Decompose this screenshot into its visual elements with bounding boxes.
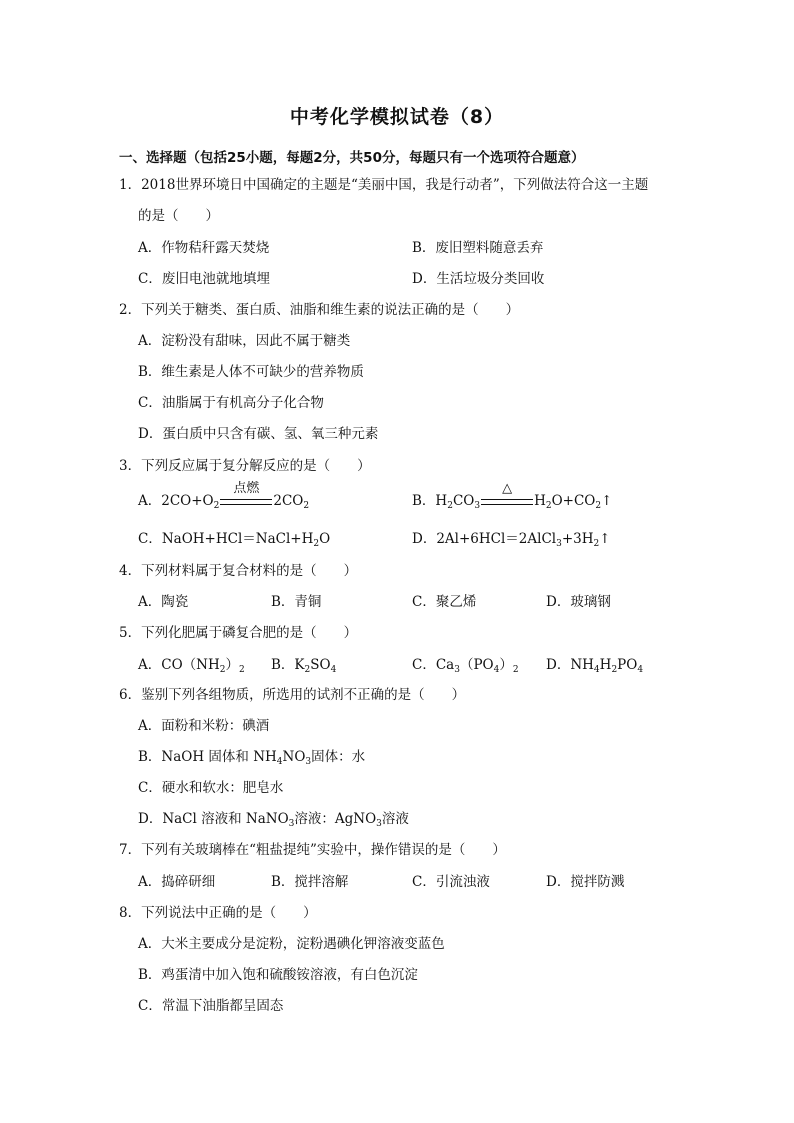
q3-d-mid: +3H — [561, 531, 594, 547]
q6-option-a: A．面粉和米粉：碘酒 — [138, 718, 270, 734]
q3-a-rhs: 2CO — [273, 493, 304, 509]
q1-option-c: C．废旧电池就地填埋 — [138, 271, 270, 287]
q5-d-text: D．NH — [546, 657, 594, 673]
q8-option-c: C．常温下油脂都呈固态 — [138, 998, 284, 1014]
q7-option-d: D．搅拌防溅 — [546, 874, 625, 890]
q2-option-a: A．淀粉没有甜味，因此不属于糖类 — [138, 333, 351, 349]
q3-d-text: D．2Al+6HCl＝2AlCl — [412, 531, 557, 547]
q8-stem: 8．下列说法中正确的是（ ） — [119, 905, 317, 921]
q5-d-mid2: PO — [617, 657, 638, 673]
q6-b-sub2: 3 — [305, 757, 312, 767]
q6-b-sub: 4 — [276, 757, 283, 767]
q3-a-double-line — [220, 499, 272, 505]
q5-b-sub2: 4 — [330, 665, 337, 675]
q5-a-close: ） — [225, 657, 239, 673]
q3-d-arrow: ↑ — [599, 531, 611, 547]
q1-option-b: B．废旧塑料随意丢弃 — [412, 240, 544, 256]
q3-a-condition — [219, 481, 273, 510]
q3-b-sub-a: 2 — [447, 501, 453, 511]
q4-option-a: A．陶瓷 — [138, 594, 189, 610]
q2-stem: 2．下列关于糖类、蛋白质、油脂和维生素的说法正确的是（ ） — [119, 302, 520, 318]
q3-b-arrow: ↑ — [601, 493, 613, 509]
q5-c-close: ） — [499, 657, 513, 673]
q3-option-b — [412, 481, 613, 511]
q5-d-sub3: 4 — [637, 665, 644, 675]
q1-option-a: A．作物秸秆露天焚烧 — [138, 240, 270, 256]
q6-stem: 6．鉴别下列各组物质，所选用的试剂不正确的是（ ） — [119, 687, 466, 703]
q3-option-a — [138, 481, 310, 511]
q5-d-sub2: 2 — [611, 665, 618, 675]
q3-stem: 3．下列反应属于复分解反应的是（ ） — [119, 458, 371, 474]
q6-d-pre: D．NaCl 溶液和 NaNO — [138, 811, 289, 827]
q5-a-sub: 2 — [219, 665, 226, 675]
q6-d-sub: 3 — [288, 819, 295, 829]
q6-b-mid: NO — [282, 749, 306, 765]
q4-option-d: D．玻璃钢 — [546, 594, 611, 610]
q7-option-a: A．捣碎研细 — [138, 874, 216, 890]
q3-b-rhs: O+CO — [551, 493, 596, 509]
q3-b-lhs: H — [435, 493, 448, 509]
q5-option-b — [271, 656, 336, 674]
q3-option-d — [412, 530, 611, 548]
q5-c-text: C．Ca — [412, 657, 455, 673]
q2-option-b: B．维生素是人体不可缺少的营养物质 — [138, 364, 364, 380]
q3-b-sub-b: 3 — [474, 501, 481, 511]
q5-c-sub2: 4 — [493, 665, 500, 675]
q7-option-b: B．搅拌溶解 — [271, 874, 349, 890]
q3-a-label: A． — [138, 493, 162, 509]
q6-d-sub2: 3 — [376, 819, 382, 829]
q3-b-condition-text: △ — [502, 481, 513, 496]
section-heading: 一、选择题（包括25小题，每题2分，共50分，每题只有一个选项符合题意） — [119, 150, 585, 166]
q3-b-double-line — [481, 499, 533, 505]
q8-option-b: B．鸡蛋清中加入饱和硫酸铵溶液，有白色沉淀 — [138, 967, 418, 983]
q5-d-mid: H — [599, 657, 612, 673]
q3-b-sub-c: 2 — [545, 501, 552, 511]
q3-b-co: CO — [452, 493, 475, 509]
q5-b-mid: SO — [310, 657, 331, 673]
q3-d-sub-b: 2 — [593, 539, 600, 549]
page-title: 中考化学模拟试卷（8） — [289, 106, 505, 128]
q1-stem: 1．2018世界环境日中国确定的主题是“美丽中国，我是行动者”，下列做法符合这一主题 — [119, 177, 649, 193]
q3-a-condition-text: 点燃 — [233, 481, 260, 496]
q5-a-sub2: 2 — [238, 665, 245, 675]
q6-option-b — [138, 748, 365, 766]
q8-option-a: A．大米主要成分是淀粉，淀粉遇碘化钾溶液变蓝色 — [138, 936, 445, 952]
q3-c-text: C．NaOH+HCl＝NaCl+H — [138, 531, 314, 547]
q6-b-pre: B．NaOH 固体和 NH — [138, 749, 277, 765]
q5-b-text: B．K — [271, 657, 305, 673]
q5-b-sub: 2 — [304, 665, 311, 675]
q6-option-c: C．硬水和软水：肥皂水 — [138, 780, 284, 796]
q7-option-c: C．引流浊液 — [412, 874, 490, 890]
q6-d-mid: 溶液：AgNO — [294, 811, 377, 827]
q5-c-sub3: 2 — [512, 665, 519, 675]
q6-option-d — [138, 810, 409, 828]
q6-b-post: 固体：水 — [311, 749, 366, 765]
q2-option-c: C．油脂属于有机高分子化合物 — [138, 395, 324, 411]
q3-b-condition — [480, 481, 534, 510]
q5-option-a — [138, 656, 245, 674]
q3-a-rhs-sub: 2 — [303, 501, 310, 511]
q3-a-sub: 2 — [213, 501, 220, 511]
q1-option-d: D．生活垃圾分类回收 — [412, 271, 545, 287]
q3-a-lhs: 2CO+O — [161, 493, 214, 509]
q3-c-sub: 2 — [313, 539, 320, 549]
q4-option-c: C．聚乙烯 — [412, 594, 477, 610]
q5-c-mid: （PO — [459, 657, 494, 673]
q3-b-sub-d: 2 — [595, 501, 602, 511]
q5-c-sub: 3 — [454, 665, 460, 675]
q5-option-c — [412, 656, 519, 674]
q2-option-d: D．蛋白质中只含有碳、氢、氧三种元素 — [138, 426, 379, 442]
q4-option-b: B．青铜 — [271, 594, 322, 610]
q3-option-c — [138, 530, 330, 548]
q5-option-d — [546, 656, 643, 674]
q3-d-sub-a: 3 — [556, 539, 562, 549]
q3-b-label: B． — [412, 493, 436, 509]
q6-d-post: 溶液 — [381, 811, 409, 827]
q7-stem: 7．下列有关玻璃棒在“粗盐提纯”实验中，操作错误的是（ ） — [119, 842, 506, 858]
q1-stem-cont: 的是（ ） — [138, 208, 219, 224]
q5-stem: 5．下列化肥属于磷复合肥的是（ ） — [119, 625, 358, 641]
q5-d-sub: 4 — [593, 665, 600, 675]
q5-a-text: A．CO（NH — [138, 657, 220, 673]
q4-stem: 4．下列材料属于复合材料的是（ ） — [119, 563, 358, 579]
q3-b-h: H — [534, 493, 546, 509]
q3-c-end: O — [319, 531, 331, 547]
